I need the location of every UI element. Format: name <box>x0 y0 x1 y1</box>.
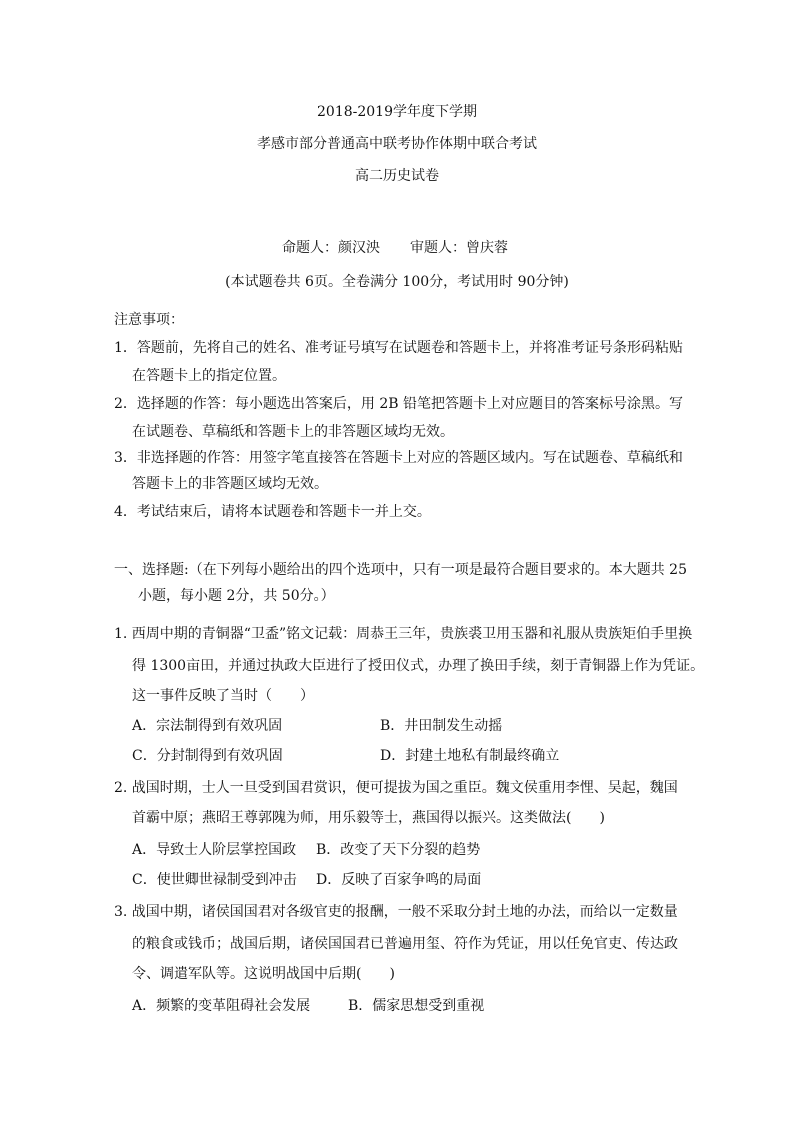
question-stem: 令、调遣军队等。这说明战国中后期( ) <box>132 966 395 982</box>
note-line: 在试题卷、草稿纸和答题卡上的非答题区域均无效。 <box>132 424 454 440</box>
question-stem: 这一事件反映了当时（ ） <box>132 688 314 704</box>
exam-info: (本试题卷共 6页。全卷满分 100分，考试用时 90分钟) <box>225 274 569 290</box>
note-line: 1．答题前，先将自己的姓名、准考证号填写在试题卷和答题卡上，并将准考证号条形码粘贴 <box>114 340 683 356</box>
notes-heading: 注意事项： <box>114 312 184 328</box>
question-stem: 得 1300亩田，并通过执政大臣进行了授田仪式，办理了换田手续，刻于青铜器上作为凭证。 <box>132 658 705 674</box>
question-stem: 的粮食或钱币；战国后期，诸侯国国君已普遍用玺、符作为凭证，用以任免官吏、传达政 <box>132 936 678 952</box>
option-b: B．改变了天下分裂的趋势 <box>316 842 481 858</box>
question-stem: 2. 战国时期，士人一旦受到国君赏识，便可提拔为国之重臣。魏文侯重用李悝、吴起，魏国 <box>114 780 678 796</box>
option-a: A．宗法制得到有效巩固 <box>132 718 283 734</box>
question-stem: 首霸中原；燕昭王尊郭隗为师，用乐毅等士，燕国得以振兴。这类做法( ) <box>132 810 605 826</box>
note-line: 4．考试结束后，请将本试题卷和答题卡一并上交。 <box>114 504 431 520</box>
option-a: A．频繁的变革阻碍社会发展 <box>132 998 311 1014</box>
section-heading: 一、选择题:（在下列每小题给出的四个选项中，只有一项是最符合题目要求的。本大题共 25 <box>114 562 687 578</box>
question-stem: 1. 西周中期的青铜器“卫盉”铭文记载：周恭王三年，贵族裘卫用玉器和礼服从贵族矩伯手里换 <box>114 626 693 642</box>
option-c: C．使世卿世禄制受到冲击 <box>132 872 297 888</box>
option-d: D．反映了百家争鸣的局面 <box>316 872 482 888</box>
exam-name: 孝感市部分普通高中联考协作体期中联合考试 <box>257 136 537 152</box>
option-b: B．儒家思想受到重视 <box>348 998 485 1014</box>
option-c: C．分封制得到有效巩固 <box>132 748 283 764</box>
option-a: A．导致士人阶层掌控国政 <box>132 842 297 858</box>
question-reviewer: 审题人：曾庆蓉 <box>410 240 508 256</box>
question-stem: 3. 战国中期，诸侯国国君对各级官吏的报酬，一般不采取分封土地的办法，而给以一定数量 <box>114 904 678 920</box>
option-d: D．封建土地私有制最终确立 <box>380 748 560 764</box>
option-b: B．井田制发生动摇 <box>380 718 503 734</box>
note-line: 在答题卡上的指定位置。 <box>132 368 286 384</box>
note-line: 2．选择题的作答：每小题选出答案后，用 2B 铅笔把答题卡上对应题目的答案标号涂黑。写 <box>114 396 684 412</box>
section-heading: 小题，每小题 2分，共 50分。） <box>138 588 335 604</box>
exam-semester: 2018-2019学年度下学期 <box>317 104 477 120</box>
note-line: 3．非选择题的作答：用签字笔直接答在答题卡上对应的答题区域内。写在试题卷、草稿纸和 <box>114 450 683 466</box>
exam-subject: 高二历史试卷 <box>355 168 439 184</box>
question-setter: 命题人：颜汉泱 <box>282 240 380 256</box>
note-line: 答题卡上的非答题区域均无效。 <box>132 476 328 492</box>
